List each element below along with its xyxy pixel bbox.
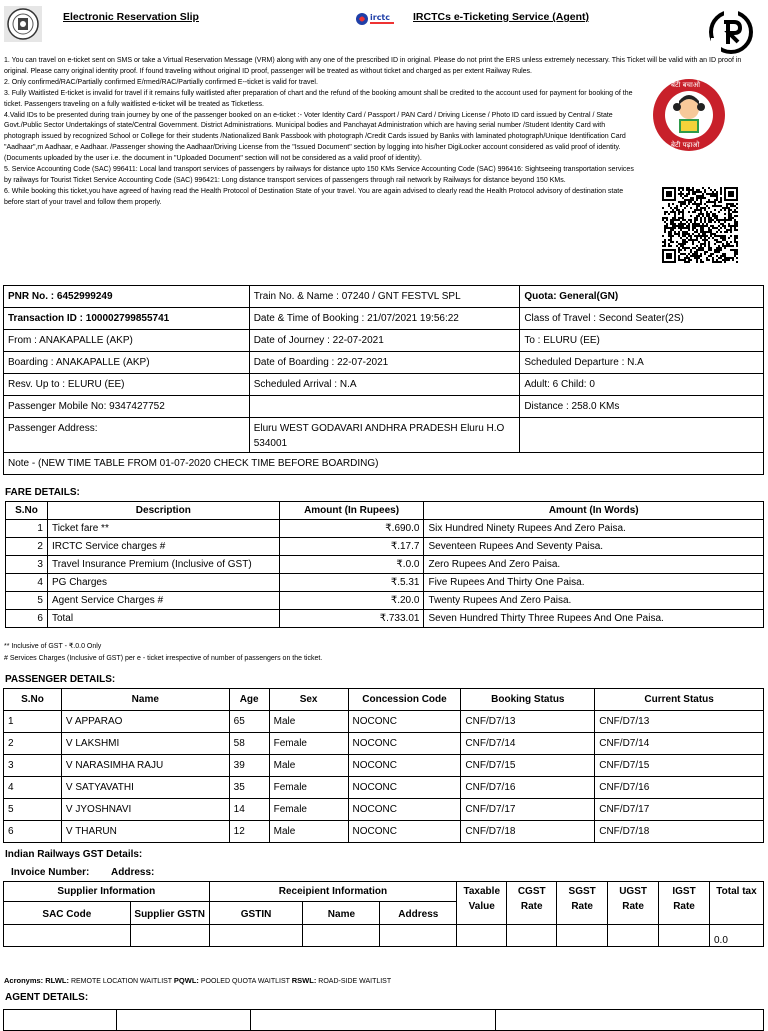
empty-cell [520, 418, 764, 453]
fare-cell: Twenty Rupees And Zero Paisa. [424, 592, 764, 610]
passenger-cell: NOCONC [348, 821, 461, 843]
gst-cell [457, 925, 507, 947]
gst-heading: Indian Railways GST Details: [5, 849, 143, 860]
fare-cell: IRCTC Service charges # [47, 538, 279, 556]
passenger-cell: CNF/D7/13 [595, 711, 764, 733]
fare-cell: ₹.5.31 [279, 574, 424, 592]
beti-bachao-logo [651, 75, 727, 157]
instruction-1: 1. You can travel on e-ticket sent on SMS or take a Virtual Reservation Message (VRM) along with any one of the prescribed ID in original. Please do not print the ERS unless extremely necessary. This Ticket will be valid with an ID proof in original. Please carry original identity proof. If found traveling without original ID proof, passenger will be treated as without ticket and charged as per extent Railway Rules. [4, 57, 742, 75]
passenger-cell: 6 [4, 821, 62, 843]
passenger-cell: 58 [229, 733, 269, 755]
gst-table [3, 881, 764, 947]
instruction-4: 4.Valid IDs to be presented during train journey by one of the passenger booked on an e-ticket :- Voter Identity Card / Passport / PAN Card / Driving License / Photo ID card issued by Central / State Govt./Public Sector Undertakings of state/Central Government. District Administrations. Municipal bodies and Panchayat Administration which are having serial number /Student Identity Card with photograph issued by recognized School or College for their students /Nationalized Bank Passbook with photograph /Credit Cards issued by Banks with laminated photograph/Unique Identification Card "Aadhaar",m Aadhaar, e Aadhaar. /Passenger showing the Aadhaar/Driving License from the "Issued Document" section by logging into his/her DigiLocker account considered as valid proof of identity. (Documents uploaded by the user i.e. the document in "Uploaded Document" section will not be considered as a valid proof of identity). [4, 111, 626, 163]
passenger-cell: Male [269, 711, 348, 733]
passenger-col-header: Booking Status [461, 689, 595, 711]
fare-cell: 5 [6, 592, 48, 610]
sgst-rate-header: SGST Rate [557, 882, 608, 925]
from-station: From : ANAKAPALLE (AKP) [4, 330, 250, 352]
fare-row [6, 592, 764, 610]
service-charge-note: # Services Charges (Inclusive of GST) per e - ticket irrespective of number of passengers on the ticket. [4, 655, 323, 662]
beti-text-bottom: बेटी पढ़ाओ [671, 141, 700, 149]
instruction-6: 6. While booking this ticket,you have agreed of having read the Health Protocol of Destination State of your travel. You are again advised to clearly read the Health Protocol advisory of destination state before start of your travel and follow them properly. [4, 187, 624, 206]
passenger-cell: CNF/D7/16 [595, 777, 764, 799]
passenger-row [4, 777, 764, 799]
passenger-row [4, 799, 764, 821]
gst-cell [130, 925, 209, 947]
passenger-cell: 65 [229, 711, 269, 733]
irctc-logo [704, 6, 758, 54]
scheduled-departure: Scheduled Departure : N.A [520, 352, 764, 374]
total-tax-header: Total tax [710, 882, 764, 925]
distance: Distance : 258.0 KMs [520, 396, 764, 418]
passenger-cell: Female [269, 733, 348, 755]
fare-col-header: Amount (In Rupees) [279, 502, 424, 520]
passenger-col-header: Concession Code [348, 689, 461, 711]
passenger-row [4, 733, 764, 755]
transaction-id: Transaction ID : 100002799855741 [4, 308, 250, 330]
passenger-cell: Male [269, 755, 348, 777]
svg-text:irctc: irctc [370, 13, 390, 22]
passenger-cell: 12 [229, 821, 269, 843]
gst-cell [4, 925, 131, 947]
fare-heading: FARE DETAILS: [5, 487, 80, 498]
fare-table [5, 501, 764, 628]
passenger-cell: 3 [4, 755, 62, 777]
to-station: To : ELURU (EE) [520, 330, 764, 352]
name-header: Name [303, 902, 380, 925]
gst-cell [659, 925, 710, 947]
fare-row [6, 574, 764, 592]
passenger-cell: 2 [4, 733, 62, 755]
supplier-info-header: Supplier Information [4, 882, 210, 902]
gst-cell [209, 925, 303, 947]
fare-row [6, 538, 764, 556]
pqwl-value: POOLED QUOTA WAITLIST [198, 978, 292, 985]
passenger-col-header: Age [229, 689, 269, 711]
irctc-small-logo [355, 10, 401, 28]
rlwl-key: RLWL: [45, 976, 70, 985]
passenger-cell: V JYOSHNAVI [61, 799, 229, 821]
document-title: Electronic Reservation Slip [63, 11, 199, 23]
passenger-col-header: S.No [4, 689, 62, 711]
travel-class: Class of Travel : Second Seater(2S) [520, 308, 764, 330]
passenger-cell: 14 [229, 799, 269, 821]
passenger-cell: CNF/D7/14 [595, 733, 764, 755]
gst-cell [303, 925, 380, 947]
fare-cell: ₹.17.7 [279, 538, 424, 556]
passenger-cell: 39 [229, 755, 269, 777]
instructions [4, 56, 756, 209]
empty-cell [249, 396, 520, 418]
passenger-cell: NOCONC [348, 733, 461, 755]
fare-cell: 3 [6, 556, 48, 574]
passenger-cell: CNF/D7/18 [461, 821, 595, 843]
igst-rate-header: IGST Rate [659, 882, 710, 925]
passenger-cell: CNF/D7/15 [461, 755, 595, 777]
passenger-cell: Female [269, 777, 348, 799]
fare-col-header: S.No [6, 502, 48, 520]
passenger-col-header: Name [61, 689, 229, 711]
fare-cell: Six Hundred Ninety Rupees And Zero Paisa. [424, 520, 764, 538]
instruction-5: 5. Service Accounting Code (SAC) 996411: Local land transport services of passengers by railways for distance upto 150 KMs Service Accounting Code (SAC) 996416: Sightseeing transportation services by railways for Tourist Ticket Service Accounting Code (SAC) 996421: Long distance transport services of passengers through rail network by Railways for distance beyond 150 KMs. [4, 166, 634, 184]
train-name: Train No. & Name : 07240 / GNT FESTVL SPL [249, 286, 520, 308]
journey-info-table [3, 285, 764, 475]
ugst-rate-header: UGST Rate [608, 882, 659, 925]
fare-col-header: Amount (In Words) [424, 502, 764, 520]
fare-cell: ₹.690.0 [279, 520, 424, 538]
fare-cell: 4 [6, 574, 48, 592]
fare-cell: ₹.733.01 [279, 610, 424, 628]
acronyms [4, 976, 391, 985]
invoice-number-label: Invoice Number: [11, 867, 90, 878]
fare-cell: PG Charges [47, 574, 279, 592]
booking-datetime: Date & Time of Booking : 21/07/2021 19:56:22 [249, 308, 520, 330]
passenger-table [3, 688, 764, 843]
fare-cell: Ticket fare ** [47, 520, 279, 538]
gst-address-label: Address: [111, 867, 155, 878]
passenger-cell: V SATYAVATHI [61, 777, 229, 799]
fare-cell: Seventeen Rupees And Seventy Paisa. [424, 538, 764, 556]
passenger-col-header: Sex [269, 689, 348, 711]
fare-cell: Five Rupees And Thirty One Paisa. [424, 574, 764, 592]
boarding-date: Date of Boarding : 22-07-2021 [249, 352, 520, 374]
passenger-row [4, 755, 764, 777]
reserved-up-to: Resv. Up to : ELURU (EE) [4, 374, 250, 396]
instruction-2: 2. Only confirmed/RAC/Partially confirmed E/rmed/RAC/Partially confirmed E--ticket is valid for travel. [4, 78, 318, 86]
quota: Quota: General(GN) [520, 286, 764, 308]
agent-cell [116, 1010, 250, 1031]
fare-cell: ₹.20.0 [279, 592, 424, 610]
passenger-cell: 35 [229, 777, 269, 799]
cgst-rate-header: CGST Rate [507, 882, 557, 925]
passenger-row [4, 711, 764, 733]
passenger-row [4, 821, 764, 843]
total-tax-value: 0.0 [710, 925, 764, 947]
passenger-cell: Female [269, 799, 348, 821]
gstin-header: GSTIN [209, 902, 303, 925]
boarding-station: Boarding : ANAKAPALLE (AKP) [4, 352, 250, 374]
fare-cell: 2 [6, 538, 48, 556]
fare-cell: 1 [6, 520, 48, 538]
pnr-number: PNR No. : 6452999249 [4, 286, 250, 308]
passenger-count: Adult: 6 Child: 0 [520, 374, 764, 396]
passenger-cell: V APPARAO [61, 711, 229, 733]
passenger-cell: Male [269, 821, 348, 843]
timetable-note: Note - (NEW TIME TABLE FROM 01-07-2020 CHECK TIME BEFORE BOARDING) [4, 453, 764, 475]
passenger-cell: V NARASIMHA RAJU [61, 755, 229, 777]
rswl-key: RSWL: [291, 976, 317, 985]
passenger-cell: NOCONC [348, 711, 461, 733]
fare-cell: 6 [6, 610, 48, 628]
fare-row [6, 556, 764, 574]
gst-cell [557, 925, 608, 947]
acronyms-label: Acronyms: [4, 976, 46, 985]
fare-row [6, 520, 764, 538]
passenger-cell: NOCONC [348, 755, 461, 777]
gst-note: ** Inclusive of GST - ₹.0.0 Only [4, 643, 102, 650]
railway-emblem [4, 6, 42, 42]
beti-text-top: बेटी बचाओ [671, 81, 700, 89]
taxable-value-header: Taxable Value [457, 882, 507, 925]
agent-table [3, 1009, 764, 1031]
agent-cell [250, 1010, 496, 1031]
fare-cell: Agent Service Charges # [47, 592, 279, 610]
passenger-col-header: Current Status [595, 689, 764, 711]
recipient-info-header: Receipient Information [209, 882, 457, 902]
fare-col-header: Description [47, 502, 279, 520]
fare-cell: ₹.0.0 [279, 556, 424, 574]
fare-cell: Total [47, 610, 279, 628]
passenger-cell: CNF/D7/13 [461, 711, 595, 733]
passenger-cell: CNF/D7/17 [461, 799, 595, 821]
qr-code [662, 187, 738, 263]
fare-row [6, 610, 764, 628]
passenger-cell: NOCONC [348, 777, 461, 799]
agent-cell [4, 1010, 117, 1031]
rlwl-value: REMOTE LOCATION WAITLIST [69, 978, 174, 985]
passenger-cell: NOCONC [348, 799, 461, 821]
journey-date: Date of Journey : 22-07-2021 [249, 330, 520, 352]
passenger-cell: CNF/D7/17 [595, 799, 764, 821]
passenger-cell: 5 [4, 799, 62, 821]
passenger-mobile: Passenger Mobile No: 9347427752 [4, 396, 250, 418]
passenger-cell: 1 [4, 711, 62, 733]
service-title: IRCTCs e-Ticketing Service (Agent) [413, 11, 590, 23]
passenger-cell: V THARUN [61, 821, 229, 843]
address-header: Address [380, 902, 457, 925]
address-label: Passenger Address: [4, 418, 250, 453]
gst-cell [507, 925, 557, 947]
passenger-cell: CNF/D7/15 [595, 755, 764, 777]
gst-cell [380, 925, 457, 947]
instruction-3: 3. Fully Waitlisted E-ticket is invalid for travel if it remains fully waitlisted after preparation of chart and the refund of the booking amount shall be credited to the account used for payment for booking of the ticket. Passengers traveling on a fully waitlisted e-ticket will be treated as Ticketless. [4, 89, 633, 108]
address-value: Eluru WEST GODAVARI ANDHRA PRADESH Eluru H.O 534001 [249, 418, 520, 453]
passenger-cell: CNF/D7/18 [595, 821, 764, 843]
gst-cell [608, 925, 659, 947]
supplier-gstn-header: Supplier GSTN [130, 902, 209, 925]
rswl-value: ROAD-SIDE WAITLIST [316, 978, 392, 985]
pqwl-key: PQWL: [173, 976, 199, 985]
fare-cell: Seven Hundred Thirty Three Rupees And One Paisa. [424, 610, 764, 628]
fare-cell: Travel Insurance Premium (Inclusive of GST) [47, 556, 279, 574]
fare-cell: Zero Rupees And Zero Paisa. [424, 556, 764, 574]
scheduled-arrival: Scheduled Arrival : N.A [249, 374, 520, 396]
passenger-cell: V LAKSHMI [61, 733, 229, 755]
agent-cell [496, 1010, 764, 1031]
agent-heading: AGENT DETAILS: [5, 992, 89, 1003]
sac-code-header: SAC Code [4, 902, 131, 925]
passenger-cell: CNF/D7/16 [461, 777, 595, 799]
passenger-cell: CNF/D7/14 [461, 733, 595, 755]
passenger-heading: PASSENGER DETAILS: [5, 674, 116, 685]
passenger-cell: 4 [4, 777, 62, 799]
